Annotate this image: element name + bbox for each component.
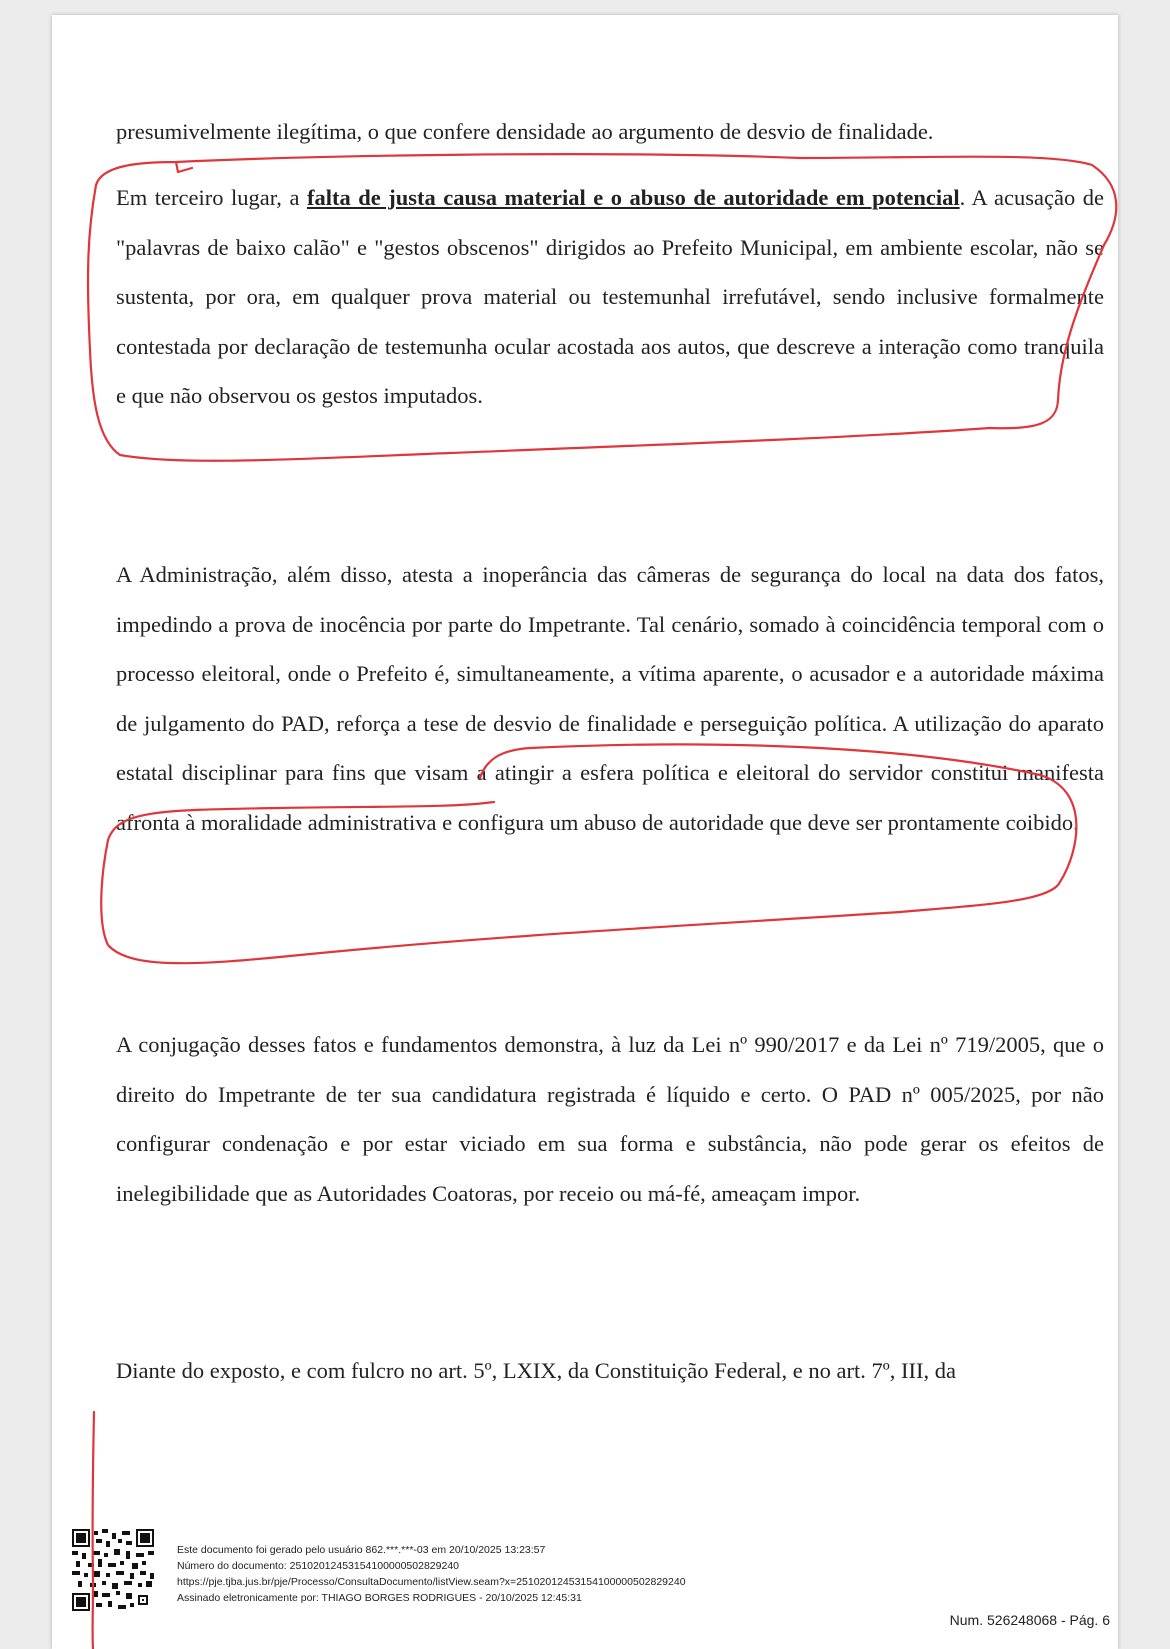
paragraph-1-emphasis: falta de justa causa material e o abuso de autoridade em potencial bbox=[306, 185, 960, 210]
paragraph-0 bbox=[116, 107, 1104, 157]
paragraph-3-text: A conjugação desses fatos e fundamentos demonstra, à luz da Lei nº 990/2017 e da Lei nº 719/2005, que o direito do Impetrante de ter sua candidatura registrada é líquido e certo. O PAD nº 005/2025, por não configurar condenação e por estar viciado em sua forma e substância, não pode gerar os efeitos de inelegibilidade que as Autoridades Coatoras, por receio ou má-fé, ameaçam impor. bbox=[116, 1032, 1104, 1206]
page-number: Num. 526248068 - Pág. 6 bbox=[949, 1612, 1110, 1628]
qr-code-icon bbox=[72, 1529, 154, 1611]
paragraph-1-dot: . bbox=[959, 185, 966, 210]
document-page bbox=[52, 15, 1118, 1649]
paragraph-0-text: presumivelmente ilegítima, o que confere densidade ao argumento de desvio de finalidade. bbox=[116, 119, 934, 144]
footer-document-number: Número do documento: 25102012453154100000502829240 bbox=[177, 1560, 459, 1572]
paragraph-2-text: A Administração, além disso, atesta a inoperância das câmeras de segurança do local na data dos fatos, impedindo a prova de inocência por parte do Impetrante. Tal cenário, somado à coincidência temporal com o processo eleitoral, onde o Prefeito é, simultaneamente, a vítima aparente, o acusador e a autoridade máxima de julgamento do PAD, reforça a tese de desvio de finalidade e perseguição política. A utilização do aparato estatal disciplinar para fins que visam a atingir a esfera política e eleitoral do servidor constitui manifesta afronta à moralidade administrativa e configura um abuso de autoridade que deve ser prontamente coibido. bbox=[116, 562, 1104, 835]
document-footer bbox=[177, 1542, 686, 1606]
footer-generated-by: Este documento foi gerado pelo usuário 862.***.***-03 em 20/10/2025 13:23:57 bbox=[177, 1544, 546, 1556]
paragraph-1 bbox=[116, 173, 1104, 421]
footer-document-link[interactable]: https://pje.tjba.jus.br/pje/Processo/ConsultaDocumento/listView.seam?x=25102012453154100000502829240 bbox=[177, 1576, 686, 1588]
paragraph-3 bbox=[116, 1020, 1104, 1218]
paragraph-4-text: Diante do exposto, e com fulcro no art. 5º, LXIX, da Constituição Federal, e no art. 7º, III, da bbox=[116, 1358, 956, 1383]
paragraph-1-rest: A acusação de "palavras de baixo calão" e "gestos obscenos" dirigidos ao Prefeito Municipal, em ambiente escolar, não se sustenta, por ora, em qualquer prova material ou testemunhal irrefutável, sendo inclusive formalmente contestada por declaração de testemunha ocular acostada aos autos, que descreve a interação como tranquila e que não observou os gestos imputados. bbox=[116, 185, 1104, 408]
paragraph-1-lead: Em terceiro lugar, a bbox=[116, 185, 307, 210]
paragraph-4 bbox=[116, 1346, 1104, 1396]
paragraph-2 bbox=[116, 550, 1104, 847]
footer-signature: Assinado eletronicamente por: THIAGO BORGES RODRIGUES - 20/10/2025 12:45:31 bbox=[177, 1592, 582, 1604]
